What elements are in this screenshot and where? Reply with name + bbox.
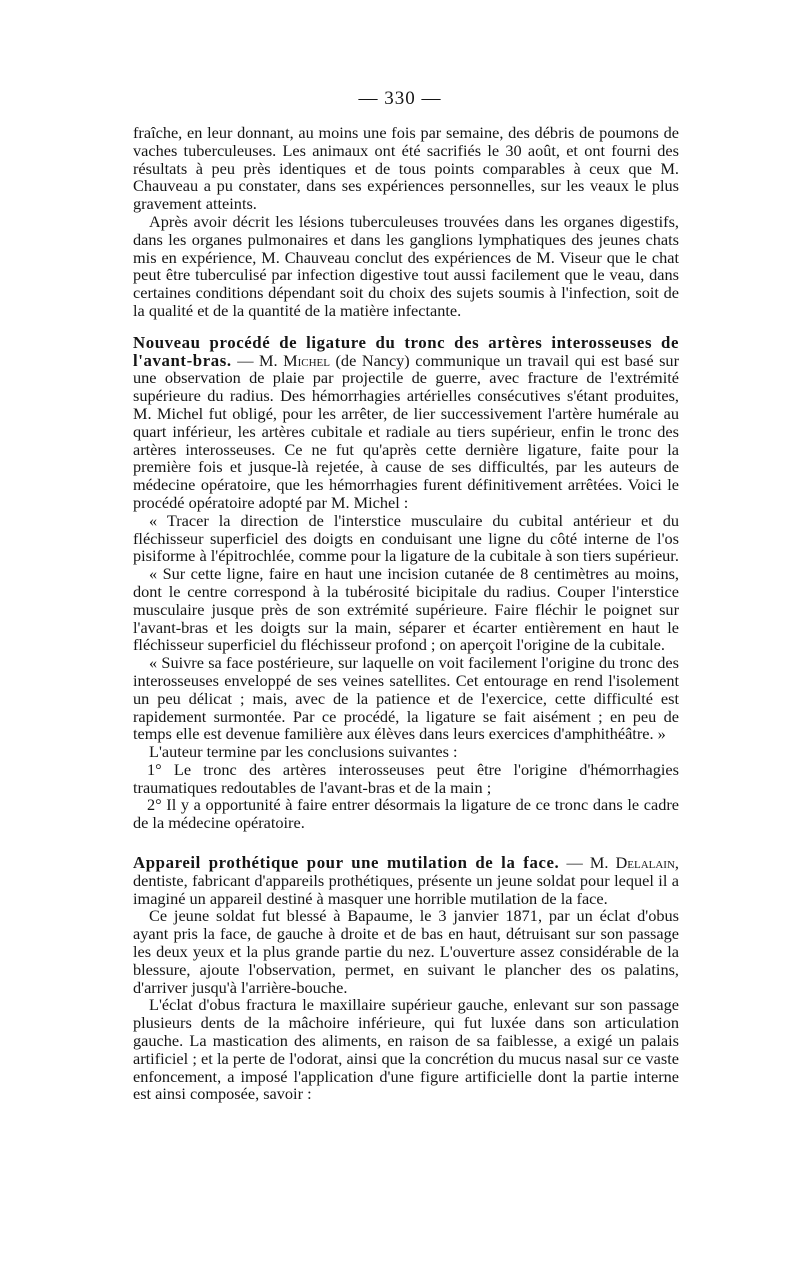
section-intro-text: (de Nancy) communique un travail qui est basé sur une observation de plaie par projectile de guerre, avec fracture de l'extrémité supérieure du radius. Des hémorrhagies artérielles consécutives s'étant produites, M. Michel fut obligé, pour les arrêter, de lier successivement l'artère humérale au quart inférieur, les artères cubitale et radiale au tiers supérieur, enfin le tronc des artères interosseuses. Ce ne fut qu'après cette dernière ligature, faite pour la première fois et jusque-là rejetée, à cause de ses difficultés, par les auteurs de médecine opératoire, que les hémorrhagies furent définitivement arrêtées. Voici le procédé opératoire adopté par M. Michel :: [133, 350, 679, 512]
section-heading-ligature: Nouveau procédé de ligature du tronc des artères interosseuses de l'avant-bras.: [133, 332, 679, 370]
author-name: Michel: [283, 350, 330, 370]
section-intro-text: , dentiste, fabricant d'appareils prothétiques, présente un jeune soldat pour lequel il a imaginé un appareil destiné à masquer une horrible mutilation de la face.: [133, 853, 679, 908]
author-name: Delalain: [615, 853, 675, 873]
body-text: [133, 124, 679, 1103]
paragraph-prosthesis: L'éclat d'obus fractura le maxillaire supérieur gauche, enlevant sur son passage plusieurs dents de la mâchoire inférieure, qui fut luxée dans son articulation gauche. La mastication des aliments, en raison de sa faiblesse, a exigé un palais artificiel ; et la perte de l'odorat, ainsi que la concrétion du mucus nasal sur ce vaste enfoncement, a imposé l'application d'une figure artificielle dont la partie interne est ainsi composée, savoir :: [133, 995, 679, 1104]
conclusion-item: 2° Il y a opportunité à faire entrer désormais la ligature de ce tronc dans le cadre de la médecine opératoire.: [133, 795, 679, 833]
section-ligature-intro: [133, 334, 679, 512]
page-number: — 330 —: [358, 88, 442, 109]
section-dash: — M.: [231, 350, 284, 370]
quote-paragraph: « Tracer la direction de l'interstice musculaire du cubital antérieur et du fléchisseur superficiel des doigts en conduisant une ligne du côté interne de l'os pisiforme à l'épitrochlée, comme pour la ligature de la cubitale à son tiers supérieur.: [133, 510, 679, 566]
paragraph-injury: Ce jeune soldat fut blessé à Bapaume, le 3 janvier 1871, par un éclat d'obus ayant pris la face, de gauche à droite et de bas en haut, détruisant sur son passage les deux yeux et la plus grande partie du nez. L'ouverture assez considérable de la blessure, ajoute l'observation, permet, en suivant le plancher des os palatins, d'arriver jusqu'à l'arrière-bouche.: [133, 906, 679, 997]
quote-paragraph: « Suivre sa face postérieure, sur laquelle on voit facilement l'origine du tronc des interosseuses enveloppé de ses veines satellites. Cet entourage en rend l'isolement un peu délicat ; mais, avec de la patience et de l'exercice, cette difficulté est rapidement surmontée. Par ce procédé, la ligature se fait aisément ; en peu de temps elle est devenue familière aux élèves dans leurs exercices d'amphithéâtre. »: [133, 653, 679, 744]
section-dash: — M.: [559, 853, 616, 873]
paragraph-chauveau-conclusion: Après avoir décrit les lésions tuberculeuses trouvées dans les organes digestifs, dans les organes pulmonaires et dans les ganglions lymphatiques des jeunes chats mis en expérience, M. Chauveau conclut des expériences de M. Viseur que le chat peut être tuberculisé par infection digestive tout aussi facilement que le veau, dans certaines conditions dépendant soit du choix des sujets soumis à l'infection, soit de la qualité et de la quantité de la matière infectante.: [133, 211, 679, 320]
paragraph-continuation: fraîche, en leur donnant, au moins une fois par semaine, des débris de poumons de vaches tuberculeuses. Les animaux ont été sacrifiés le 30 août, et ont fourni des résultats à peu près identiques et de tous points comparables à ceux que M. Chauveau a pu constater, dans ses expériences personnelles, sur les veaux le plus gravement atteints.: [133, 123, 679, 214]
conclusion-intro: L'auteur termine par les conclusions suivantes :: [149, 742, 458, 762]
section-heading-prosthesis: Appareil prothétique pour une mutilation de la face.: [133, 853, 560, 873]
section-prosthesis-intro: [133, 854, 679, 907]
quote-paragraph: « Sur cette ligne, faire en haut une incision cutanée de 8 centimètres au moins, dont le centre correspond à la tubérosité bicipitale du radius. Couper l'interstice musculaire jusque près de son extrémité supérieure. Faire fléchir le poignet sur l'avant-bras et les doigts sur la main, séparer et écarter entièrement en haut le fléchisseur superficiel du fléchisseur profond ; on aperçoit l'origine de la cubitale.: [133, 564, 679, 655]
conclusion-item: 1° Le tronc des artères interosseuses peut être l'origine d'hémorrhagies traumatiques redoutables de l'avant-bras et de la main ;: [133, 759, 679, 797]
